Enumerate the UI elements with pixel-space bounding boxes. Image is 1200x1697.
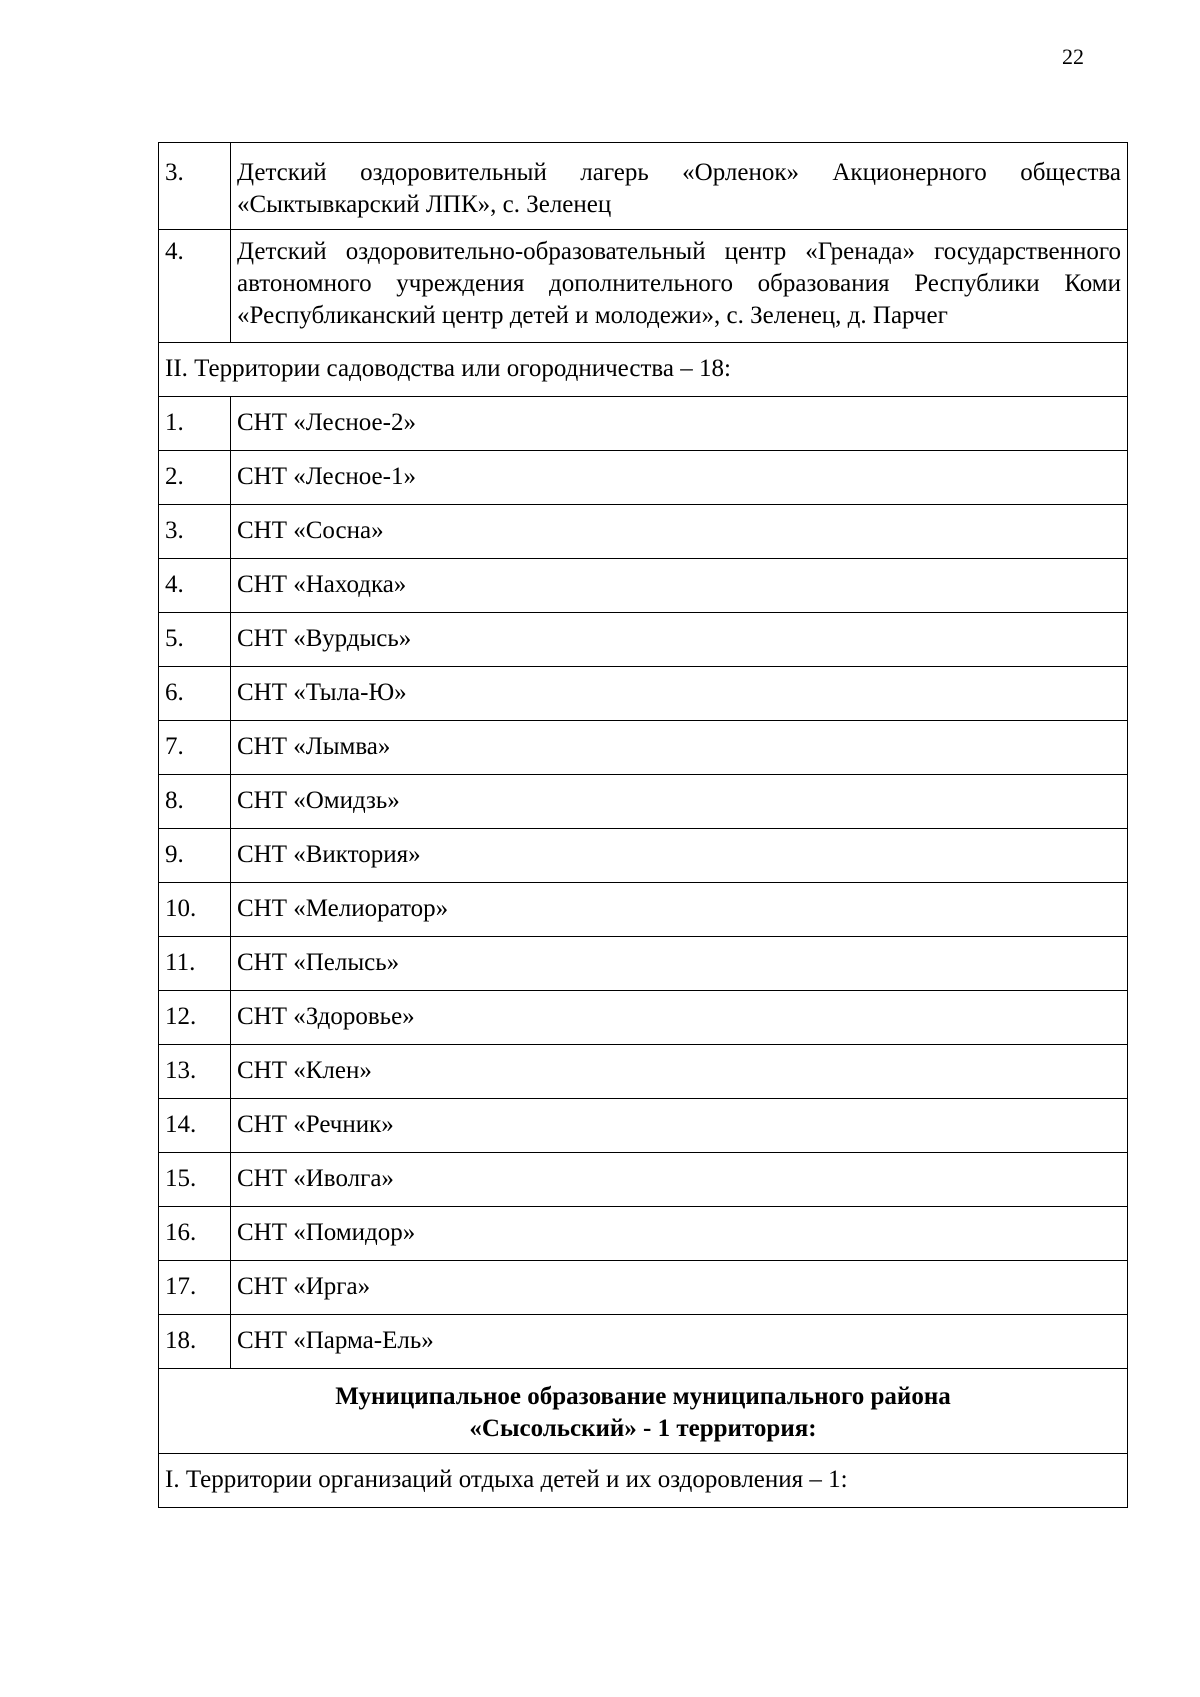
- row-text: СНТ «Находка»: [231, 559, 1128, 613]
- table-row: [159, 667, 1128, 721]
- district-heading: [159, 1369, 1128, 1454]
- row-number: 8.: [159, 775, 231, 829]
- table-row: [159, 721, 1128, 775]
- row-text: Детский оздоровительно-образовательный центр «Гренада» государственного автономного учреждения дополнительного образования Республики Коми «Республиканский центр детей и молодежи», с. Зеленец, д. Парчег: [231, 230, 1128, 343]
- row-number: 10.: [159, 883, 231, 937]
- table-row: [159, 1153, 1128, 1207]
- table-row: [159, 1207, 1128, 1261]
- row-text: СНТ «Мелиоратор»: [231, 883, 1128, 937]
- section-children-title: I. Территории организаций отдыха детей и их оздоровления – 1:: [159, 1454, 1128, 1508]
- section-header-row: [159, 1454, 1128, 1508]
- row-number: 17.: [159, 1261, 231, 1315]
- table-row: [159, 1261, 1128, 1315]
- section-header-row: [159, 343, 1128, 397]
- row-text: СНТ «Сосна»: [231, 505, 1128, 559]
- row-number: 9.: [159, 829, 231, 883]
- table-row: [159, 991, 1128, 1045]
- row-text: СНТ «Вурдысь»: [231, 613, 1128, 667]
- row-text: СНТ «Ирга»: [231, 1261, 1128, 1315]
- row-text: СНТ «Пелысь»: [231, 937, 1128, 991]
- row-text: СНТ «Помидор»: [231, 1207, 1128, 1261]
- row-text: СНТ «Парма-Ель»: [231, 1315, 1128, 1369]
- table-row: [159, 1315, 1128, 1369]
- row-number: 11.: [159, 937, 231, 991]
- table-row: [159, 559, 1128, 613]
- row-number: 4.: [159, 230, 231, 343]
- table-row: [159, 451, 1128, 505]
- row-number: 2.: [159, 451, 231, 505]
- row-number: 6.: [159, 667, 231, 721]
- row-number: 13.: [159, 1045, 231, 1099]
- snt-list: [159, 397, 1128, 1369]
- table-row: [159, 143, 1128, 230]
- table-row: [159, 829, 1128, 883]
- row-text: СНТ «Тыла-Ю»: [231, 667, 1128, 721]
- district-heading-line1: Муниципальное образование муниципального района: [335, 1383, 951, 1410]
- table-row: [159, 1045, 1128, 1099]
- row-text: Детский оздоровительный лагерь «Орленок» Акционерного общества «Сыктывкарский ЛПК», с. Зеленец: [231, 143, 1128, 230]
- row-number: 1.: [159, 397, 231, 451]
- row-text: СНТ «Речник»: [231, 1099, 1128, 1153]
- row-text: СНТ «Лымва»: [231, 721, 1128, 775]
- row-text: СНТ «Омидзь»: [231, 775, 1128, 829]
- row-number: 15.: [159, 1153, 231, 1207]
- table-row: [159, 883, 1128, 937]
- row-number: 14.: [159, 1099, 231, 1153]
- row-text: СНТ «Здоровье»: [231, 991, 1128, 1045]
- row-number: 18.: [159, 1315, 231, 1369]
- row-number: 5.: [159, 613, 231, 667]
- table-row: [159, 230, 1128, 343]
- row-number: 3.: [159, 143, 231, 230]
- row-number: 3.: [159, 505, 231, 559]
- row-text: СНТ «Лесное-2»: [231, 397, 1128, 451]
- table-row: [159, 937, 1128, 991]
- row-text: СНТ «Лесное-1»: [231, 451, 1128, 505]
- page-number: 22: [1062, 44, 1084, 69]
- row-text: СНТ «Иволга»: [231, 1153, 1128, 1207]
- row-number: 7.: [159, 721, 231, 775]
- table-row: [159, 505, 1128, 559]
- row-number: 4.: [159, 559, 231, 613]
- table-row: [159, 1099, 1128, 1153]
- table-row: [159, 397, 1128, 451]
- table-row: [159, 613, 1128, 667]
- row-text: СНТ «Виктория»: [231, 829, 1128, 883]
- district-heading-row: [159, 1369, 1128, 1454]
- district-heading-line2: «Сысольский» - 1 территория:: [469, 1415, 817, 1442]
- row-text: СНТ «Клен»: [231, 1045, 1128, 1099]
- row-number: 12.: [159, 991, 231, 1045]
- row-number: 16.: [159, 1207, 231, 1261]
- table-row: [159, 775, 1128, 829]
- section-gardening-title: II. Территории садоводства или огородничества – 18:: [159, 343, 1128, 397]
- territories-table: [158, 142, 1128, 1508]
